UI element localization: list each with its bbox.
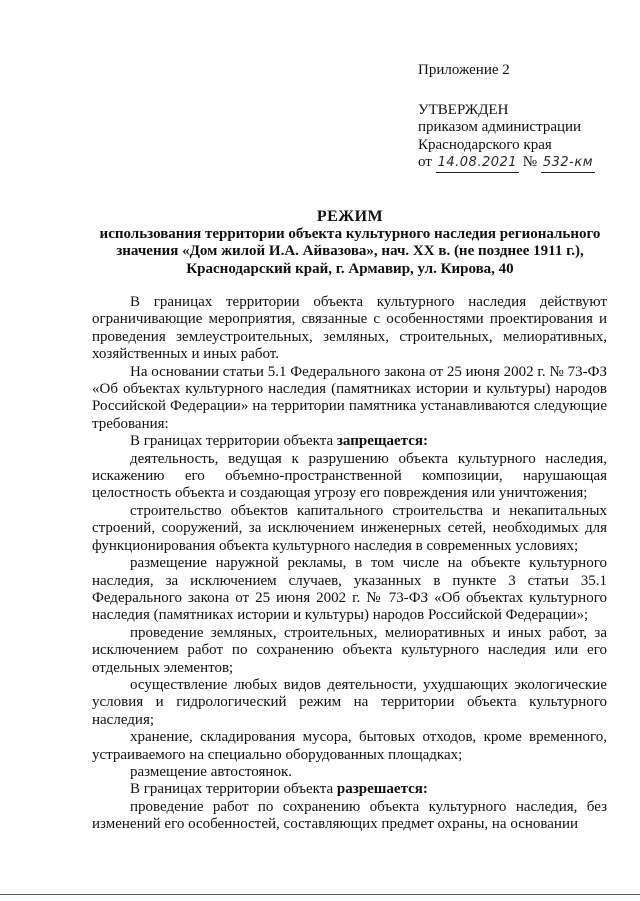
- paragraph-5: строительство объектов капитального строительства и некапитальных строений, сооружений, за исключением инженерных сетей, необходимых для функционирования объекта культурного наследия в современных условиях;: [92, 502, 607, 554]
- approval-block: [418, 62, 628, 173]
- order-line-1: приказом администрации: [418, 119, 582, 135]
- paragraph-prohibited-heading: [92, 433, 607, 450]
- order-date-line: [418, 154, 628, 173]
- paragraph-1: В границах территории объекта культурного наследия действуют ограничивающие мероприятия, связанные с особенностями проектирования и проведения землеустроительных, земляных, строительных, мелиоративных, хозяйственных и иных работ.: [92, 294, 607, 363]
- handwritten-number: 532-км: [541, 154, 595, 173]
- paragraph-allowed-heading: [92, 781, 607, 798]
- prohibited-keyword: запрещается:: [336, 433, 428, 450]
- paragraph-2: На основании статьи 5.1 Федерального закона от 25 июня 2002 г. № 73-ФЗ «Об объектах культурного наследия (памятниках истории и культуры) народов Российской Федерации» на территории памятника устанавливаются следующие требования:: [92, 363, 607, 432]
- allowed-keyword: разрешается:: [336, 781, 428, 798]
- date-prefix: от: [418, 154, 432, 170]
- number-prefix: №: [522, 154, 538, 170]
- title-heading: РЕЖИМ: [316, 208, 384, 225]
- paragraph-12: проведение работ по сохранению объекта культурного наследия, без изменений его особенностей, составляющих предмет охраны, на основании: [92, 798, 607, 833]
- allowed-prefix: В границах территории объекта: [130, 781, 337, 798]
- approved-label: УТВЕРЖДЕН: [418, 101, 509, 118]
- handwritten-date: 14.08.2021: [436, 154, 519, 173]
- page-bottom-rule: [0, 894, 640, 895]
- document-body: [92, 294, 607, 834]
- paragraph-7: проведение земляных, строительных, мелиоративных и иных работ, за исключением работ по сохранению объекта культурного наследия или его отдельных элементов;: [92, 624, 607, 676]
- prohibited-prefix: В границах территории объекта: [130, 433, 337, 450]
- order-line-2: Краснодарского края: [418, 136, 552, 153]
- document-title: [70, 208, 630, 278]
- paragraph-9: хранение, складирования мусора, бытовых отходов, кроме временного, устраиваемого на специально оборудованных площадках;: [92, 729, 607, 763]
- paragraph-8: осуществление любых видов деятельности, ухудшающих экологические условия и гидрологический режим на территории объекта культурного наследия;: [92, 676, 607, 728]
- paragraph-4: деятельность, ведущая к разрушению объекта культурного наследия, искажению его объемно-пространственной композиции, нарушающая целостность объекта и создающая угрозу его повреждения или уничтожения;: [92, 450, 607, 502]
- appendix-label: Приложение 2: [418, 62, 510, 78]
- title-line-2: значения «Дом жилой И.А. Айвазова», нач. XX в. (не позднее 1911 г.),: [116, 243, 584, 260]
- title-line-1: использования территории объекта культурного наследия регионального: [99, 226, 601, 243]
- paragraph-6: размещение наружной рекламы, в том числе на объекте культурного наследия, за исключением случаев, указанных в пункте 3 статьи 35.1 Федерального закона от 25 июня 2002 г. № 73-ФЗ «Об объектах культурного наследия (памятниках истории и культуры) народов Российской Федерации»;: [92, 555, 607, 624]
- paragraph-10: размещение автостоянок.: [130, 763, 292, 780]
- title-line-3: Краснодарский край, г. Армавир, ул. Кирова, 40: [186, 260, 514, 277]
